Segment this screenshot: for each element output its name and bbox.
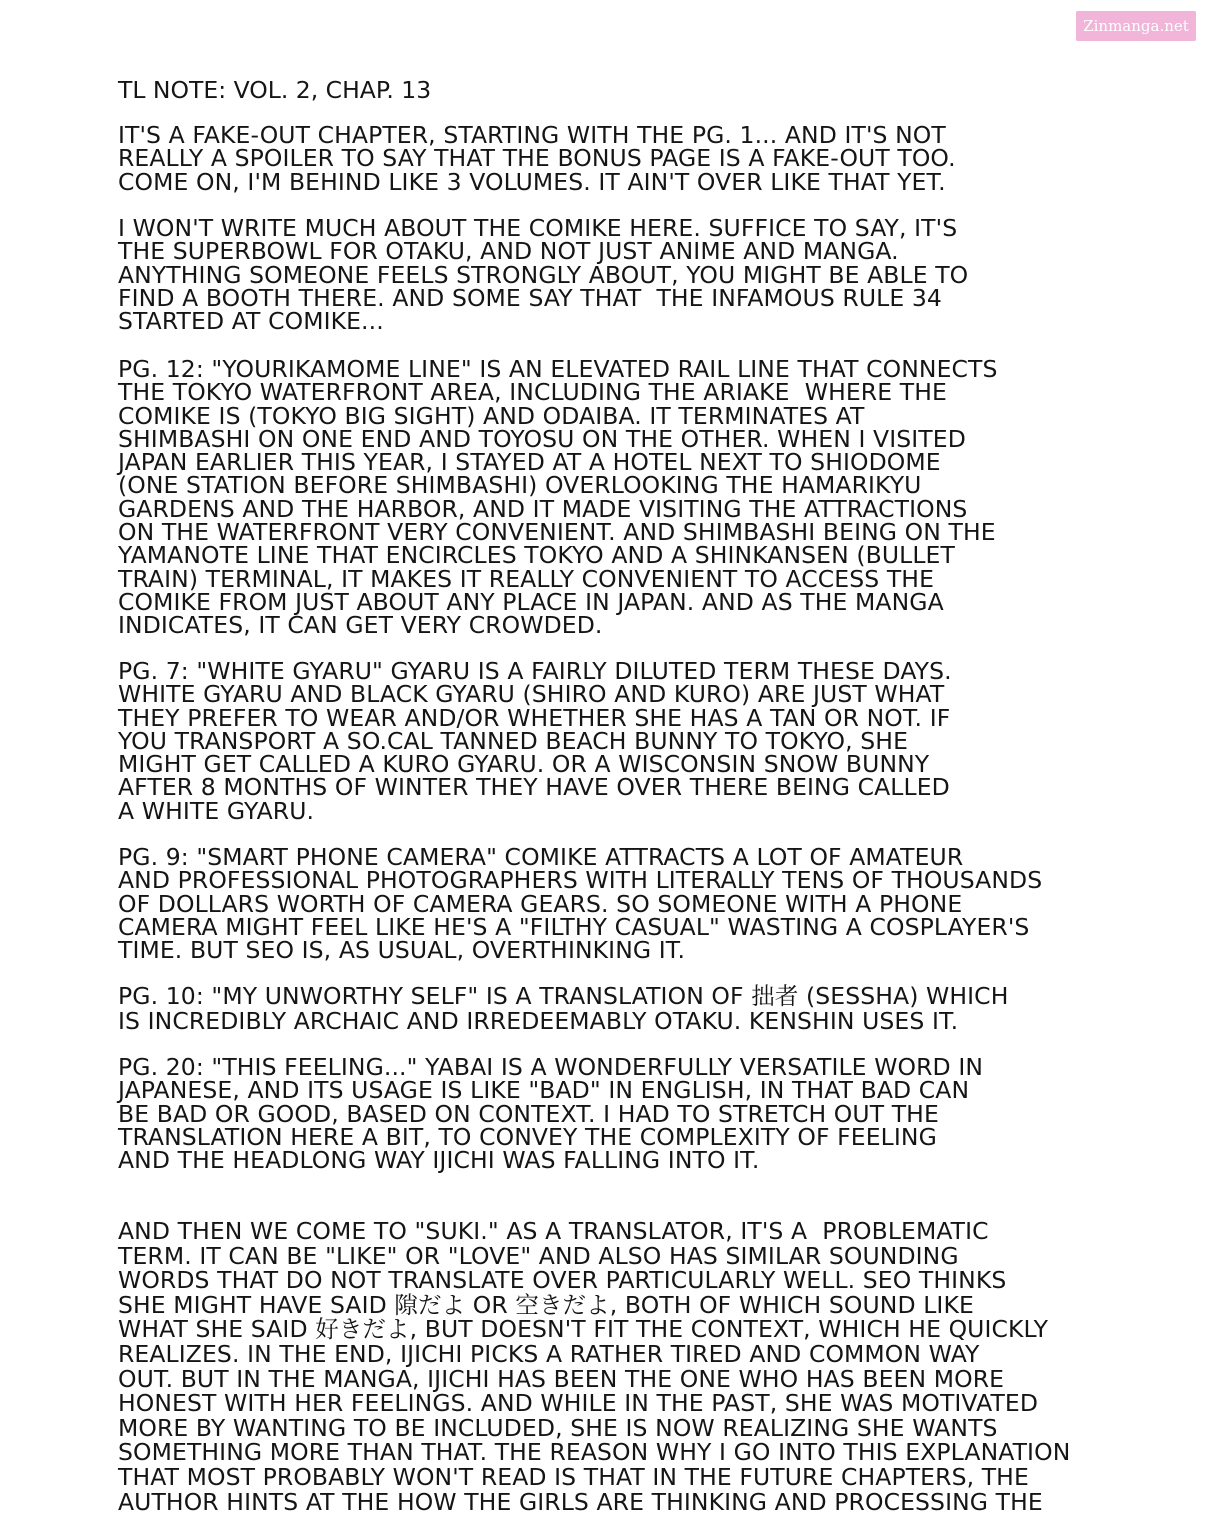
note-paragraph-pg10: PG. 10: "MY UNWORTHY SELF" IS A TRANSLATION OF 拙者 (SESSHA) WHICH IS INCREDIBLY ARCHAIC AND IRREDEEMABLY OTAKU. KENSHIN USES IT.: [118, 982, 1009, 1035]
note-paragraph-pg9: PG. 9: "SMART PHONE CAMERA" COMIKE ATTRACTS A LOT OF AMATEUR AND PROFESSIONAL PHOTOGRAPHERS WITH LITERALLY TENS OF THOUSANDS OF DOLLARS WORTH OF CAMERA GEARS. SO SOMEONE WITH A PHONE CAMERA MIGHT FEEL LIKE HE'S A "FILTHY CASUAL" WASTING A COSPLAYER'S TIME. BUT SEO IS, AS USUAL, OVERTHINKING IT.: [118, 843, 1043, 965]
note-paragraph-pg7: PG. 7: "WHITE GYARU" GYARU IS A FAIRLY DILUTED TERM THESE DAYS. WHITE GYARU AND BLACK GYARU (SHIRO AND KURO) ARE JUST WHAT THEY PREFER TO WEAR AND/OR WHETHER SHE HAS A TAN OR NOT. IF YOU TRANSPORT A SO.CAL TANNED BEACH BUNNY TO TOKYO, SHE MIGHT GET CALLED A KURO GYARU. OR A WISCONSIN SNOW BUNNY AFTER 8 MONTHS OF WINTER THEY HAVE OVER THERE BEING CALLED A WHITE GYARU.: [118, 657, 952, 825]
site-watermark: Zinmanga.net: [1076, 11, 1196, 41]
note-paragraph-suki: AND THEN WE COME TO "SUKI." AS A TRANSLATOR, IT'S A PROBLEMATIC TERM. IT CAN BE "LIKE" OR "LOVE" AND ALSO HAS SIMILAR SOUNDING WORDS THAT DO NOT TRANSLATE OVER PARTICULARLY WELL. SEO THINKS SHE MIGHT HAVE SAID 隙だよ OR 空きだよ, BOTH OF WHICH SOUND LIKE WHAT SHE SAID 好きだよ, BUT DOESN'T FIT THE CONTEXT, WHICH HE QUICKLY REALIZES. IN THE END, IJICHI PICKS A RATHER TIRED AND COMMON WAY OUT. BUT IN THE MANGA, IJICHI HAS BEEN THE ONE WHO HAS BEEN MORE HONEST WITH HER FEELINGS. AND WHILE IN THE PAST, SHE WAS MOTIVATED MORE BY WANTING TO BE INCLUDED, SHE IS NOW REALIZING SHE WANTS SOMETHING MORE THAN THAT. THE REASON WHY I GO INTO THIS EXPLANATION THAT MOST PROBABLY WON'T READ IS THAT IN THE FUTURE CHAPTERS, THE AUTHOR HINTS AT THE HOW THE GIRLS ARE THINKING AND PROCESSING THE: [118, 1217, 1071, 1516]
note-paragraph-pg20: PG. 20: "THIS FEELING..." YABAI IS A WONDERFULLY VERSATILE WORD IN JAPANESE, AND ITS USAGE IS LIKE "BAD" IN ENGLISH, IN THAT BAD CAN BE BAD OR GOOD, BASED ON CONTEXT. I HAD TO STRETCH OUT THE TRANSLATION HERE A BIT, TO CONVEY THE COMPLEXITY OF FEELING AND THE HEADLONG WAY IJICHI WAS FALLING INTO IT.: [118, 1053, 984, 1175]
page-title: TL NOTE: VOL. 2, CHAP. 13: [118, 76, 432, 104]
note-paragraph-fakeout: IT'S A FAKE-OUT CHAPTER, STARTING WITH THE PG. 1... AND IT'S NOT REALLY A SPOILER TO SAY THAT THE BONUS PAGE IS A FAKE-OUT TOO. COME ON, I'M BEHIND LIKE 3 VOLUMES. IT AIN'T OVER LIKE THAT YET.: [118, 121, 956, 196]
note-paragraph-pg12: PG. 12: "YOURIKAMOME LINE" IS AN ELEVATED RAIL LINE THAT CONNECTS THE TOKYO WATERFRONT AREA, INCLUDING THE ARIAKE WHERE THE COMIKE IS (TOKYO BIG SIGHT) AND ODAIBA. IT TERMINATES AT SHIMBASHI ON ONE END AND TOYOSU ON THE OTHER. WHEN I VISITED JAPAN EARLIER THIS YEAR, I STAYED AT A HOTEL NEXT TO SHIODOME (ONE STATION BEFORE SHIMBASHI) OVERLOOKING THE HAMARIKYU GARDENS AND THE HARBOR, AND IT MADE VISITING THE ATTRACTIONS ON THE WATERFRONT VERY CONVENIENT. AND SHIMBASHI BEING ON THE YAMANOTE LINE THAT ENCIRCLES TOKYO AND A SHINKANSEN (BULLET TRAIN) TERMINAL, IT MAKES IT REALLY CONVENIENT TO ACCESS THE COMIKE FROM JUST ABOUT ANY PLACE IN JAPAN. AND AS THE MANGA INDICATES, IT CAN GET VERY CROWDED.: [118, 355, 998, 640]
note-paragraph-comike: I WON'T WRITE MUCH ABOUT THE COMIKE HERE. SUFFICE TO SAY, IT'S THE SUPERBOWL FOR OTAKU, AND NOT JUST ANIME AND MANGA. ANYTHING SOMEONE FEELS STRONGLY ABOUT, YOU MIGHT BE ABLE TO FIND A BOOTH THERE. AND SOME SAY THAT THE INFAMOUS RULE 34 STARTED AT COMIKE...: [118, 214, 969, 336]
